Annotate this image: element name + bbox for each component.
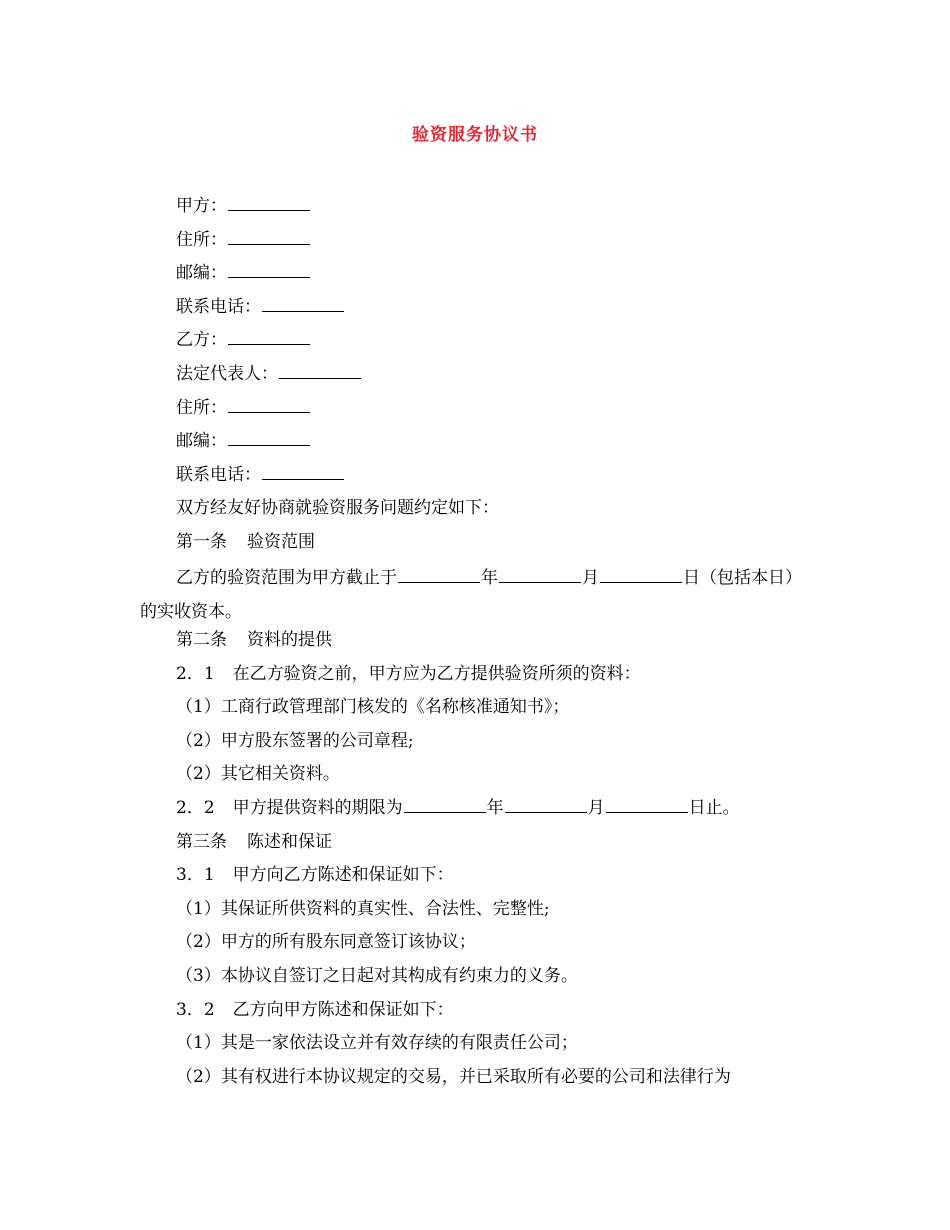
- party-a-address-label: 住所：: [176, 229, 227, 250]
- party-a-phone-label: 联系电话：: [176, 296, 261, 317]
- clause-3-2-item-2: （2）其有权进行本协议规定的交易，并已采取所有必要的公司和法律行为: [176, 1066, 731, 1087]
- clause-3-1-item-2: （2）甲方的所有股东同意签订该协议；: [176, 932, 476, 953]
- article1-day-blank[interactable]: [600, 566, 682, 583]
- clause-2-2-year-blank[interactable]: [404, 796, 486, 813]
- clause-2-2: 2．2 甲方提供资料的期限为 年 月 日止。: [176, 797, 740, 818]
- party-a-phone-blank[interactable]: [262, 295, 344, 312]
- party-b-address-label: 住所：: [176, 397, 227, 418]
- party-a-phone-line: [176, 294, 826, 328]
- article1-heading: 第一条 验资范围: [176, 531, 315, 552]
- party-b-postcode-label: 邮编：: [176, 431, 227, 452]
- clause-3-1-item-1: （1）其保证所供资料的真实性、合法性、完整性;: [176, 898, 550, 919]
- legal-rep-line: [176, 361, 826, 395]
- clause-2-1-item-2: （2）甲方股东签署的公司章程;: [176, 730, 414, 751]
- party-b-address-blank[interactable]: [228, 396, 310, 413]
- clause-2-1-item-3: （2）其它相关资料。: [176, 764, 340, 785]
- party-b-postcode-line: [176, 428, 826, 462]
- party-b-address-line: [176, 395, 826, 429]
- party-b-phone-line: [176, 462, 826, 496]
- party-a-postcode-blank[interactable]: [228, 261, 310, 278]
- clause-3-2-item-1: （1）其是一家依法设立并有效存续的有限责任公司；: [176, 1033, 578, 1054]
- party-a-postcode-line: [176, 260, 826, 294]
- party-b-label: 乙方：: [176, 330, 227, 351]
- party-b-phone-label: 联系电话：: [176, 464, 261, 485]
- clause-2-2-month-blank[interactable]: [505, 796, 587, 813]
- document-title: 验资服务协议书: [412, 125, 538, 145]
- party-b-line: [176, 327, 826, 361]
- legal-rep-blank[interactable]: [279, 362, 361, 379]
- article3-heading: 第三条 陈述和保证: [176, 831, 332, 852]
- party-a-address-line: [176, 227, 826, 261]
- party-a-postcode-label: 邮编：: [176, 263, 227, 284]
- party-b-postcode-blank[interactable]: [228, 429, 310, 446]
- clause-3-2: 3．2 乙方向甲方陈述和保证如下：: [176, 999, 454, 1020]
- clause-2-2-day-blank[interactable]: [606, 796, 688, 813]
- clause-3-1-item-3: （3）本协议自签订之日起对其构成有约束力的义务。: [176, 965, 578, 986]
- party-a-line: [176, 193, 826, 227]
- clause-3-1: 3．1 甲方向乙方陈述和保证如下：: [176, 865, 454, 886]
- party-a-label: 甲方：: [176, 196, 227, 216]
- clause-2-1: 2．1 在乙方验资之前，甲方应为乙方提供验资所须的资料：: [176, 663, 641, 684]
- article1-paragraph: 乙方的验资范围为甲方截止于 年 月 日（包括本日）的实收资本。: [140, 568, 802, 622]
- legal-rep-label: 法定代表人：: [176, 363, 278, 384]
- article1-month-blank[interactable]: [499, 566, 581, 583]
- party-a-blank[interactable]: [228, 194, 310, 211]
- articles-block: [176, 627, 856, 1097]
- clause-2-1-item-1: （1）工商行政管理部门核发的《名称核准通知书》；: [176, 697, 570, 718]
- article2-heading: 第二条 资料的提供: [176, 630, 332, 650]
- party-b-blank[interactable]: [228, 328, 310, 345]
- intro-line: 双方经友好协商就验资服务问题约定如下：: [176, 498, 499, 519]
- article1-year-blank[interactable]: [398, 566, 480, 583]
- party-a-address-blank[interactable]: [228, 228, 310, 245]
- party-info-block: [176, 193, 826, 563]
- party-b-phone-blank[interactable]: [262, 463, 344, 480]
